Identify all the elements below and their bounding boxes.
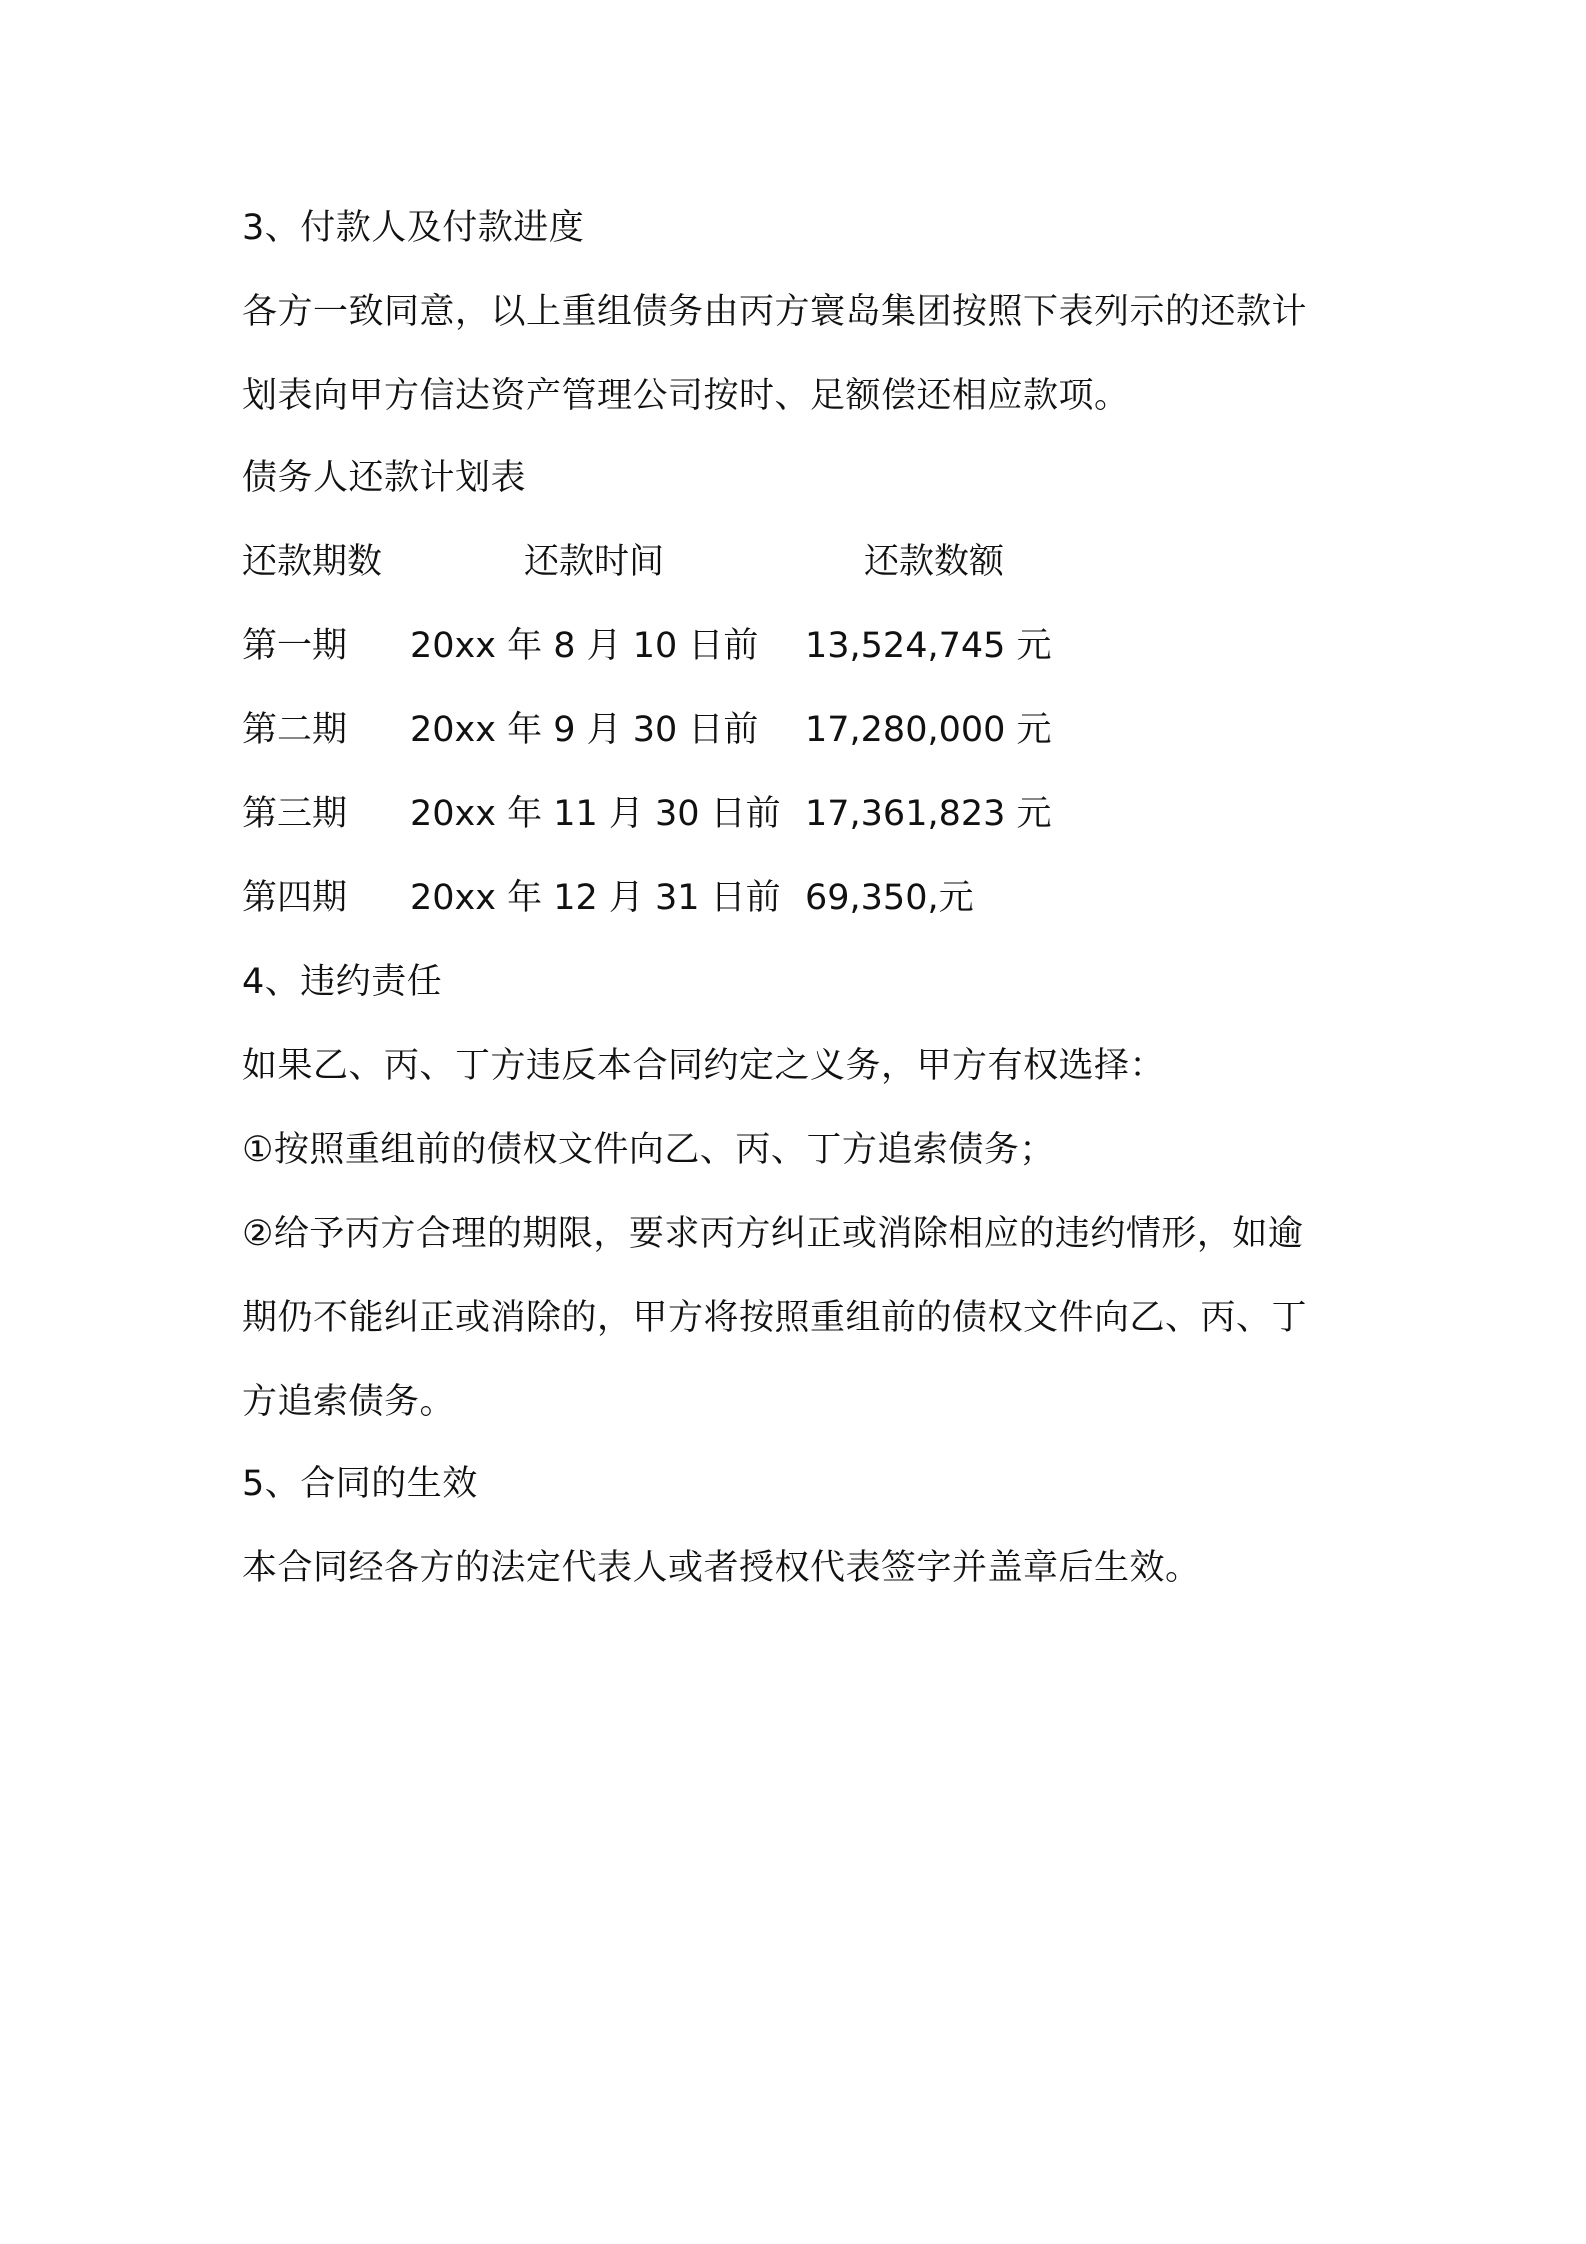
section4-item-1: ①按照重组前的债权文件向乙、丙、丁方追索债务； bbox=[242, 1130, 1055, 1170]
table-row bbox=[242, 792, 1142, 836]
table-row bbox=[242, 708, 1142, 752]
row-amount: 13,524,745 元 bbox=[805, 626, 1052, 666]
header-period: 还款期数 bbox=[242, 542, 383, 582]
row-date: 20xx 年 8 月 10 日前 bbox=[410, 626, 759, 666]
table-row bbox=[242, 624, 1142, 668]
repayment-table-header bbox=[242, 540, 1142, 584]
table-row bbox=[242, 876, 1142, 920]
section3-paragraph-line-2: 划表向甲方信达资产管理公司按时、足额偿还相应款项。 bbox=[242, 376, 1130, 416]
row-date: 20xx 年 11 月 30 日前 bbox=[410, 794, 781, 834]
row-date: 20xx 年 12 月 31 日前 bbox=[410, 878, 781, 918]
row-period: 第二期 bbox=[242, 710, 348, 750]
header-amount: 还款数额 bbox=[864, 542, 1005, 582]
section4-item-2-line-2: 期仍不能纠正或消除的，甲方将按照重组前的债权文件向乙、丙、丁 bbox=[242, 1298, 1308, 1338]
section4-heading: 4、违约责任 bbox=[242, 962, 443, 1002]
row-amount: 17,280,000 元 bbox=[805, 710, 1052, 750]
section5-heading: 5、合同的生效 bbox=[242, 1464, 478, 1504]
row-amount: 17,361,823 元 bbox=[805, 794, 1052, 834]
row-period: 第四期 bbox=[242, 878, 348, 918]
section3-paragraph-line-1: 各方一致同意，以上重组债务由丙方寰岛集团按照下表列示的还款计 bbox=[242, 292, 1308, 332]
row-period: 第一期 bbox=[242, 626, 348, 666]
section5-text: 本合同经各方的法定代表人或者授权代表签字并盖章后生效。 bbox=[242, 1548, 1201, 1588]
section4-item-2-line-1: ②给予丙方合理的期限，要求丙方纠正或消除相应的违约情形，如逾 bbox=[242, 1214, 1304, 1254]
row-date: 20xx 年 9 月 30 日前 bbox=[410, 710, 759, 750]
section4-intro: 如果乙、丙、丁方违反本合同约定之义务，甲方有权选择： bbox=[242, 1046, 1166, 1086]
row-period: 第三期 bbox=[242, 794, 348, 834]
section4-item-2-line-3: 方追索债务。 bbox=[242, 1382, 456, 1422]
header-date: 还款时间 bbox=[524, 542, 665, 582]
repayment-table-title: 债务人还款计划表 bbox=[242, 458, 527, 498]
row-amount: 69,350,元 bbox=[805, 878, 974, 918]
section3-heading: 3、付款人及付款进度 bbox=[242, 208, 585, 248]
